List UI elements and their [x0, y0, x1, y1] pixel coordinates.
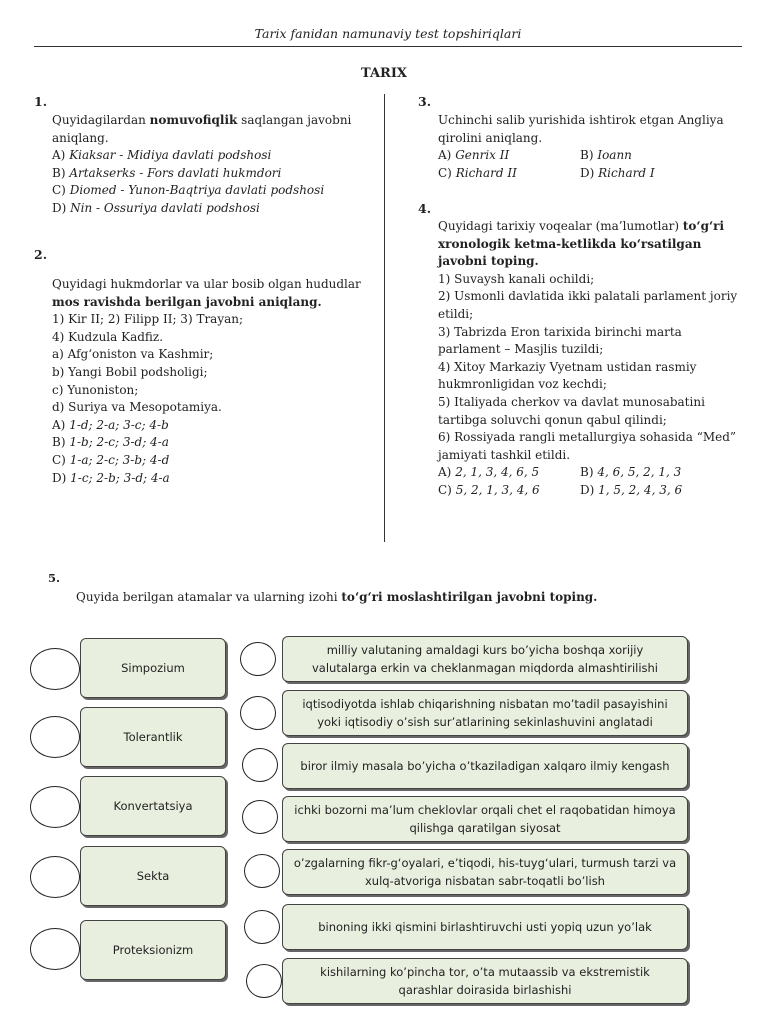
definition-answer-circle[interactable]: [242, 800, 278, 834]
q3-number: 3.: [418, 94, 432, 109]
term-answer-circle[interactable]: [30, 928, 80, 970]
definition-answer-circle[interactable]: [244, 854, 280, 888]
term-box: Simpozium: [80, 638, 226, 698]
definition-answer-circle[interactable]: [242, 748, 278, 782]
definition-answer-circle[interactable]: [240, 696, 276, 730]
q5-stem: Quyida berilgan atamalar va ularning izohi to‘g‘ri moslashtirilgan javobni toping.: [76, 590, 598, 604]
term-box: Konvertatsiya: [80, 776, 226, 836]
q1-option-b[interactable]: B) Artakserks - Fors davlati hukmdori: [52, 165, 282, 180]
q2-option-a[interactable]: A) 1-d; 2-a; 3-c; 4-b: [52, 417, 169, 432]
q4-event-line: 2) Usmonli davlatida ikki palatali parlament joriy: [438, 289, 738, 304]
term-answer-circle[interactable]: [30, 716, 80, 758]
q4-event-line: tartibga soluvchi qonun qabul qilindi;: [438, 412, 667, 427]
q4-event-line: 5) Italiyada cherkov va davlat munosabatini: [438, 394, 705, 409]
header-rule: [34, 46, 742, 47]
q2-rulers-line2: 4) Kudzula Kadfiz.: [52, 329, 164, 344]
q2-territory-c: c) Yunoniston;: [52, 382, 139, 397]
definition-box: iqtisodiyotda ishlab chiqarishning nisbatan mo’tadil pasayishini yoki iqtisodiy o’sish sur’atlarining sekinlashuvini anglatadi: [282, 690, 688, 736]
q4-event-line: hukmronligidan voz kechdi;: [438, 377, 607, 392]
definition-answer-circle[interactable]: [246, 964, 282, 998]
term-answer-circle[interactable]: [30, 786, 80, 828]
q4-block: [438, 218, 737, 500]
q4-stem-line3: javobni toping.: [438, 254, 539, 269]
definition-box: biror ilmiy masala bo’yicha o’tkaziladigan xalqaro ilmiy kengash: [282, 743, 688, 789]
q4-event-line: etildi;: [438, 306, 474, 321]
q3-option-b[interactable]: B) Ioann: [580, 148, 632, 163]
definition-answer-circle[interactable]: [240, 642, 276, 676]
q3-stem-line1: Uchinchi salib yurishida ishtirok etgan Angliya: [438, 113, 724, 127]
q3-stem-line2: qirolini aniqlang.: [438, 130, 543, 145]
page-title: TARIX: [360, 66, 408, 81]
q1-block: [52, 112, 351, 218]
definition-box: milliy valutaning amaldagi kurs bo’yicha boshqa xorijiy valutalarga erkin va cheklanmagan miqdorda almashtirilishi: [282, 636, 688, 682]
definition-box: binoning ikki qismini birlashtiruvchi usti yopiq uzun yo’lak: [282, 904, 688, 950]
q2-option-d[interactable]: D) 1-c; 2-b; 3-d; 4-a: [52, 470, 170, 485]
q4-option-c[interactable]: C) 5, 2, 1, 3, 4, 6: [438, 482, 540, 497]
q4-stem-line2: xronologik ketma-ketlikda ko‘rsatilgan: [438, 236, 702, 251]
q4-event-line: 3) Tabrizda Eron tarixida birinchi marta: [438, 324, 682, 339]
q4-event-line: jamiyati tashkil etildi.: [438, 447, 571, 462]
q1-stem-line1: Quyidagilardan nomuvofiqlik saqlangan javobni: [52, 113, 352, 127]
q1-option-d[interactable]: D) Nin - Ossuriya davlati podshosi: [52, 200, 260, 215]
q2-stem-line1: Quyidagi hukmdorlar va ular bosib olgan hududlar: [52, 277, 361, 291]
q2-stem-line2: mos ravishda berilgan javobni aniqlang.: [52, 294, 322, 309]
q2-option-c[interactable]: C) 1-a; 2-c; 3-b; 4-d: [52, 452, 170, 467]
q1-option-c[interactable]: C) Diomed - Yunon-Baqtriya davlati podshosi: [52, 183, 325, 198]
term-answer-circle[interactable]: [30, 856, 80, 898]
term-box: Proteksionizm: [80, 920, 226, 980]
q4-event-line: 1) Suvaysh kanali ochildi;: [438, 271, 595, 286]
page-header: Tarix fanidan namunaviy test topshiriqlari: [254, 26, 522, 41]
definition-box: o’zgalarning fikr-g‘oyalari, e’tiqodi, his-tuyg‘ulari, turmush tarzi va xulq-atvoriga nisbatan sabr-toqatli bo’lish: [282, 849, 688, 895]
definition-answer-circle[interactable]: [244, 910, 280, 944]
q4-number: 4.: [418, 201, 432, 216]
q3-option-d[interactable]: D) Richard I: [580, 165, 655, 180]
definition-box: kishilarning ko’pincha tor, o’ta mutaassib va ekstremistik qarashlar doirasida birlashishi: [282, 958, 688, 1004]
q4-event-line: 6) Rossiyada rangli metallurgiya sohasida “Med”: [438, 430, 737, 445]
definition-box: ichki bozorni ma’lum cheklovlar orqali chet el raqobatidan himoya qilishga qaratilgan siyosat: [282, 796, 688, 842]
q2-number: 2.: [34, 247, 48, 262]
q4-option-d[interactable]: D) 1, 5, 2, 4, 3, 6: [580, 482, 683, 497]
q1-number: 1.: [34, 94, 48, 109]
term-answer-circle[interactable]: [30, 648, 80, 690]
q2-territory-b: b) Yangi Bobil podsholigi;: [52, 364, 208, 379]
q4-event-line: 4) Xitoy Markaziy Vyetnam ustidan rasmiy: [438, 359, 697, 374]
q3-option-c[interactable]: C) Richard II: [438, 165, 517, 180]
q4-stem-line1: Quyidagi tarixiy voqealar (ma’lumotlar) to‘g‘ri: [438, 219, 725, 233]
q1-option-a[interactable]: A) Kiaksar - Midiya davlati podshosi: [52, 148, 272, 163]
term-box: Sekta: [80, 846, 226, 906]
column-divider: [384, 94, 385, 542]
q2-rulers-line1: 1) Kir II; 2) Filipp II; 3) Trayan;: [52, 312, 244, 327]
q4-option-b[interactable]: B) 4, 6, 5, 2, 1, 3: [580, 465, 682, 480]
q3-block: [438, 112, 724, 182]
q3-option-a[interactable]: A) Genrix II: [438, 148, 510, 163]
q2-option-b[interactable]: B) 1-b; 2-c; 3-d; 4-a: [52, 435, 169, 450]
q4-option-a[interactable]: A) 2, 1, 3, 4, 6, 5: [438, 465, 540, 480]
term-box: Tolerantlik: [80, 707, 226, 767]
q5-number: 5.: [48, 571, 61, 585]
q2-block: [52, 276, 361, 487]
q2-territory-d: d) Suriya va Mesopotamiya.: [52, 400, 222, 415]
q1-stem-line2: aniqlang.: [52, 130, 109, 145]
q4-event-line: parlament – Masjlis tuzildi;: [438, 342, 604, 357]
q2-territory-a: a) Afg‘oniston va Kashmir;: [52, 347, 214, 362]
